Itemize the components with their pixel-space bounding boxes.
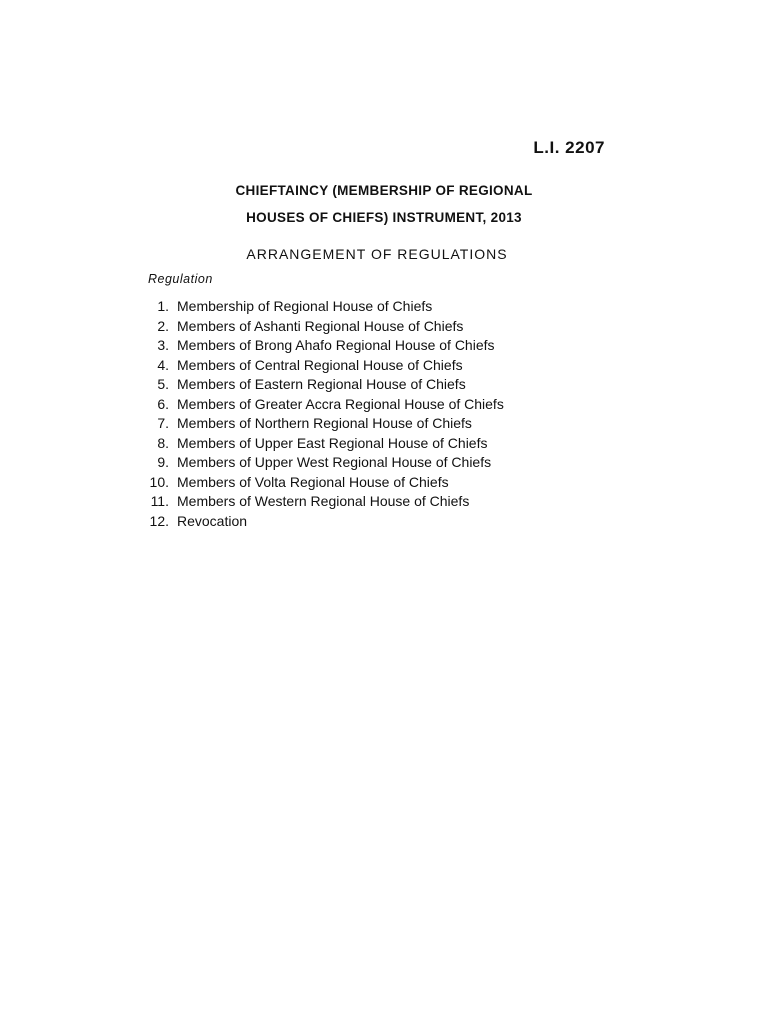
regulation-title: Members of Eastern Regional House of Chiefs [177,376,466,392]
regulation-title: Membership of Regional House of Chiefs [177,298,433,314]
list-item [140,336,504,356]
list-item [140,395,504,415]
regulation-title: Members of Ashanti Regional House of Chiefs [177,317,464,334]
regulation-title: Revocation [177,512,248,529]
list-item [140,414,504,434]
document-title [0,177,768,231]
regulation-column-label: Regulation [148,272,213,286]
regulation-title: Members of Central Regional House of Chiefs [177,356,463,373]
list-item [140,356,504,376]
list-item [140,317,504,337]
list-item [140,492,504,512]
list-item [140,473,504,493]
regulation-title: Members of Greater Accra Regional House of Chiefs [177,395,504,412]
regulation-number: 4. [157,356,169,373]
title-line-1: CHIEFTAINCY (MEMBERSHIP OF REGIONAL [235,183,533,198]
regulation-number: 9. [157,454,169,470]
regulation-title: Members of Upper West Regional House of Chiefs [177,454,492,470]
regulation-number: 8. [157,434,169,451]
legislative-instrument-number: L.I. 2207 [533,138,605,157]
list-item [140,512,504,532]
list-item [140,297,504,317]
regulation-number: 1. [157,298,169,314]
regulation-title: Members of Upper East Regional House of Chiefs [177,434,488,451]
regulation-number: 7. [157,415,169,431]
title-line-2: HOUSES OF CHIEFS) INSTRUMENT, 2013 [246,210,522,225]
arrangement-heading: ARRANGEMENT OF REGULATIONS [246,246,508,262]
regulation-title: Members of Brong Ahafo Regional House of Chiefs [177,337,495,353]
list-item [140,453,504,473]
regulation-number: 10. [149,473,169,490]
regulation-title: Members of Western Regional House of Chiefs [177,493,470,509]
regulations-list [140,297,504,531]
regulation-number: 11. [150,493,169,509]
regulation-number: 2. [157,317,169,334]
list-item [140,434,504,454]
regulation-number: 5. [157,376,169,392]
regulation-number: 6. [157,395,169,412]
regulation-title: Members of Volta Regional House of Chiefs [177,473,449,490]
regulation-number: 12. [149,512,169,529]
regulation-title: Members of Northern Regional House of Chiefs [177,415,472,431]
list-item [140,375,504,395]
regulation-number: 3. [157,337,169,353]
